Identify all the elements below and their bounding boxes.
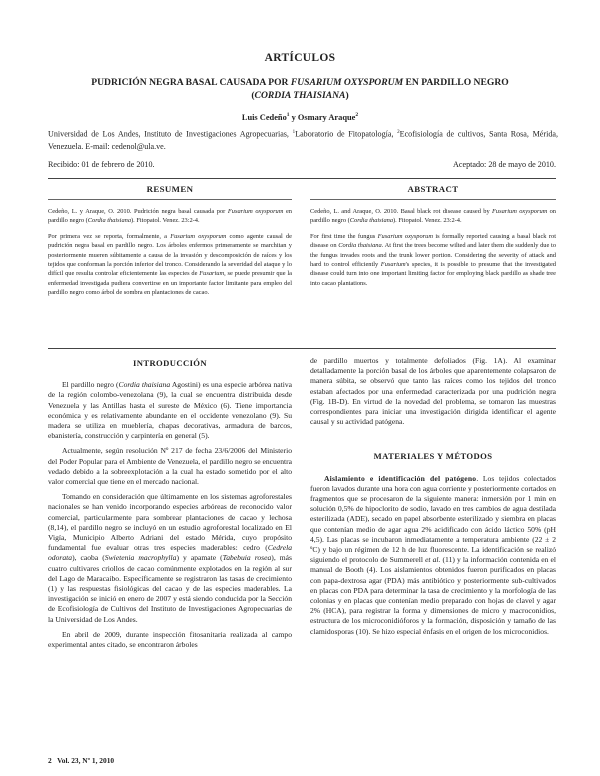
divider — [48, 178, 556, 179]
text-italic: Fusarium oxysporum — [492, 208, 548, 215]
resumen-text — [48, 207, 292, 298]
received-date: Recibido: 01 de febrero de 2010. — [48, 160, 155, 169]
affiliation-sup: 2 — [397, 130, 400, 135]
abstract-rule — [310, 199, 556, 200]
text-run: ), caoba ( — [72, 553, 105, 563]
text-run: El pardillo negro ( — [62, 380, 119, 390]
text-run: , se puede presumir que la enfermedad investigada pudiera convertirse en un importante factor limitante para empleo del pardillo negro como árbol de sombra en plantaciones de cacao. — [48, 270, 292, 297]
text-run: (11) y la información contenida en el manual de Booth (4). Los aislamientos obtenidos fueron purificados en placas con papa-dextrosa agar (PDA) más antibiótico y posteriormente sub-cultivados en placas con PDA para determinar la tasa de crecimiento y la morfología de las colonias y en placas que contenían medio preparado con hojas de clavel y agar 2% (HCA), para registrar la forma y dimensiones de micro y macroconidios, estructura de los microconidióforos y la formación, disposición y tamaño de las clamidosporas (10). Se hizo especial énfasis en el origen de los microconidios. — [310, 555, 556, 636]
abstract-citation — [310, 207, 556, 226]
page-footer: 2 Vol. 23, Nº 1, 2010 — [48, 756, 115, 765]
text-italic: Cedrela odorata — [48, 543, 292, 563]
intro-heading: INTRODUCCIÓN — [132, 358, 208, 368]
text-run: como agente causal de pudrición negra basal en pardillo negro. Los árboles enfermos primeramente se marchitan y posteriormente mueren súbitamente a causa de la invasión y descomposición de raíces y los tejidos que conforman la porción inferior del tronco. Considerando la severidad del ataque y lo difícil que resulta controlar eficientemente las especies de — [48, 232, 293, 278]
resumen-heading: RESUMEN — [146, 184, 194, 194]
text-run: . Los tejidos colectados fueron lavados durante una hora con agua corriente y posteriormente cortados en fragmentos que se procesaron de la siguiente manera: inmersión por 1 min en solución 0,5% de hipoclorito de sodio, lavado en tres cambios de agua destilada esterilizada (ADE), secado en papel absorbente esterilizado y siembra en placas que contenían medio de agar agua 2% acidificado con ácido láctico 50% (pH 4,5). Las placas se incubaron inmediatamente a temperatura ambiente (22 ± 2 ºC) y bajo un régimen de 12 h de luz fluorescente. La identificación se realizó siguiendo el protocolo de Summerell — [310, 473, 557, 565]
text-run: Por primera vez se reporta, formalmente, a — [48, 232, 171, 240]
abstract-block — [310, 184, 556, 294]
accepted-date: Aceptado: 28 de mayo de 2010. — [453, 160, 556, 169]
affiliation-text: Universidad de Los Andes, Instituto de Investigaciones Agropecuarias, — [48, 129, 293, 139]
abstract-heading: ABSTRACT — [407, 184, 459, 194]
affiliation — [48, 127, 558, 154]
resumen-paragraph — [48, 232, 292, 298]
intro-paragraph-2: Actualmente, según resolución Nº 217 de fecha 23/6/2006 del Ministerio del Poder Popular para el Ambiente de Venezuela, el pardillo negro se encuentra vedado debido a la sobreexplotación a la cual ha estado sometido por el alto valor comercial que tiene en el mercado nacional. — [48, 446, 292, 487]
abstract-text — [310, 207, 556, 288]
text-run: . At first the trees become wilted and later them die suddenly due to the fungus invades roots and the trunk lower portion. Considering the severity of attack and hard to control efficiently — [310, 242, 557, 269]
resumen-citation — [48, 207, 292, 226]
title-text: PUDRICIÓN NEGRA BASAL CAUSADA POR — [91, 77, 291, 88]
author-sup: 2 — [355, 112, 359, 118]
methods-paragraph-1 — [310, 474, 556, 637]
text-run: ). Fitopatol. Venez. 23:2-4. — [393, 217, 462, 225]
right-column — [310, 356, 556, 642]
section-label: ARTÍCULOS — [264, 52, 336, 64]
text-run: ), más cuatro cultivares criollos de cacao comúnmente explotados en la región al sur del Lago de Maracaibo. Específicamente se registraron las tasas de crecimiento (1) y las respuestas fisiológicas del cacao y de las especies maderables. La investigación se inició en enero de 2007 y está siendo conducida por la Sección de Ecofisiología de Cultivos del Instituto de Investigaciones Agropecuarias de la Universidad de Los Andes. — [48, 553, 292, 624]
text-italic: Fusarium — [380, 261, 406, 269]
title-text: ( — [251, 90, 255, 101]
methods-heading: MATERIALES Y MÉTODOS — [373, 451, 493, 462]
divider — [48, 348, 556, 349]
title-italic: CORDIA THAISIANA — [254, 90, 346, 101]
text-run: Cedeño, L. and Araque, O. 2010. Basal black rot disease caused by — [310, 208, 493, 215]
intro-paragraph-4: En abril de 2009, durante inspección fitosanitaria realizada al campo experimental antes citado, se encontraron árboles — [48, 629, 292, 650]
text-run: en pardillo negro ( — [48, 208, 292, 225]
text-italic: Fusarium oxysporum — [227, 208, 284, 215]
intro-paragraph-5: de pardillo muertos y totalmente defoliados (Fig. 1A). Al examinar detalladamente la porción basal de los árboles que aparentemente colapsaron de manera súbita, se observó que tanto las raíces como los tejidos del tronco estaban afectados por una enfermedad caracterizada por una pudrición negra (Fig. 1B-D). En virtud de la novedad del problema, se tomaron las muestras correspondientes para iniciar una investigación dirigida identificar el agente causal y su actividad patógena. — [310, 356, 556, 427]
authors — [0, 112, 600, 122]
dates-row — [48, 160, 556, 169]
text-italic: Swietenia macrophylla — [104, 553, 177, 563]
text-run: on pardillo negro ( — [310, 208, 557, 225]
affiliation-text: Laboratorio de Fitopatología, — [295, 129, 398, 139]
text-run: 's species, it is possible to presume that the investigated disease could turn into one important limiting factor for employing black pardillo as shade tree into cacao plantations. — [310, 261, 556, 287]
text-italic: Tabebuia rosea — [222, 553, 272, 563]
text-run: For first time the fungus — [310, 232, 378, 240]
text-run: is formally reported causing a basal black rot disease on — [310, 232, 556, 250]
author-name: Osmary Araque — [297, 112, 356, 122]
text-italic: Cordia thaisiana — [87, 217, 132, 225]
title-italic: FUSARIUM OXYSPORUM — [290, 77, 404, 88]
affiliation-sup: 1 — [292, 130, 296, 135]
text-run: Cedeño, L. y Araque, O. 2010. Pudrición negra basal causada por — [48, 208, 228, 215]
text-italic: Cordia thaisiana — [349, 217, 394, 225]
author-join: y — [289, 112, 298, 122]
article-title — [40, 76, 560, 102]
affiliation-text: Ecofisiología de cultivos, Santa Rosa, Mérida, Venezuela. E-mail: cedenol@ula.ve. — [48, 129, 558, 152]
text-run: Agostini) es una especie arbórea nativa de la región colombo-venezolana (9), la cual se encuentra distribuida desde Venezuela y las Antillas hasta el sureste de México (6). Tiene importancia económica y es relativamente abundante en el occidente venezolano (9). Su madera se utiliza en mueblería, chapas decorativas, armadura de barcos, ebanistería, construcción y carpintería en general (5). — [48, 380, 292, 441]
title-text: EN PARDILLO NEGRO — [403, 77, 509, 88]
left-column — [48, 358, 292, 655]
text-italic: Fusarium — [199, 270, 225, 278]
methods-subheading: Aislamiento e identificación del patógeno — [324, 473, 477, 483]
text-run: ). Fitopatol. Venez. 23:2-4. — [131, 217, 200, 225]
text-italic: Cordia thaisiana — [338, 242, 382, 250]
text-italic: Fusarium oxysporum — [170, 232, 227, 240]
text-italic: Cordia thaisiana — [118, 380, 171, 390]
text-italic: Fusarium oxysporum — [377, 232, 433, 240]
intro-paragraph-1 — [48, 380, 292, 441]
intro-paragraph-3 — [48, 492, 292, 625]
abstract-paragraph — [310, 232, 556, 288]
text-run: ) y apamate ( — [176, 553, 223, 563]
author-sup: 1 — [286, 112, 290, 118]
author-name: Luis Cedeño — [241, 112, 287, 122]
text-run: Tomando en consideración que últimamente en los sistemas agroforestales nacionales se han venido incorporando especies arbóreas de reconocido valor comercial, particularmente para sombrear plantaciones de cacao y lechosa (8,14), el pardillo negro se incluyó en un estudio agroforestal localizado en El Vigía, Municipio Alberto Adriani del estado Mérida, cuyo propósito fundamental fue evaluar otras tres especies maderables: cedro ( — [48, 492, 292, 553]
resumen-rule — [48, 199, 292, 200]
text-italic: et al. — [425, 555, 441, 565]
title-text: ) — [345, 90, 349, 101]
resumen-block — [48, 184, 292, 304]
